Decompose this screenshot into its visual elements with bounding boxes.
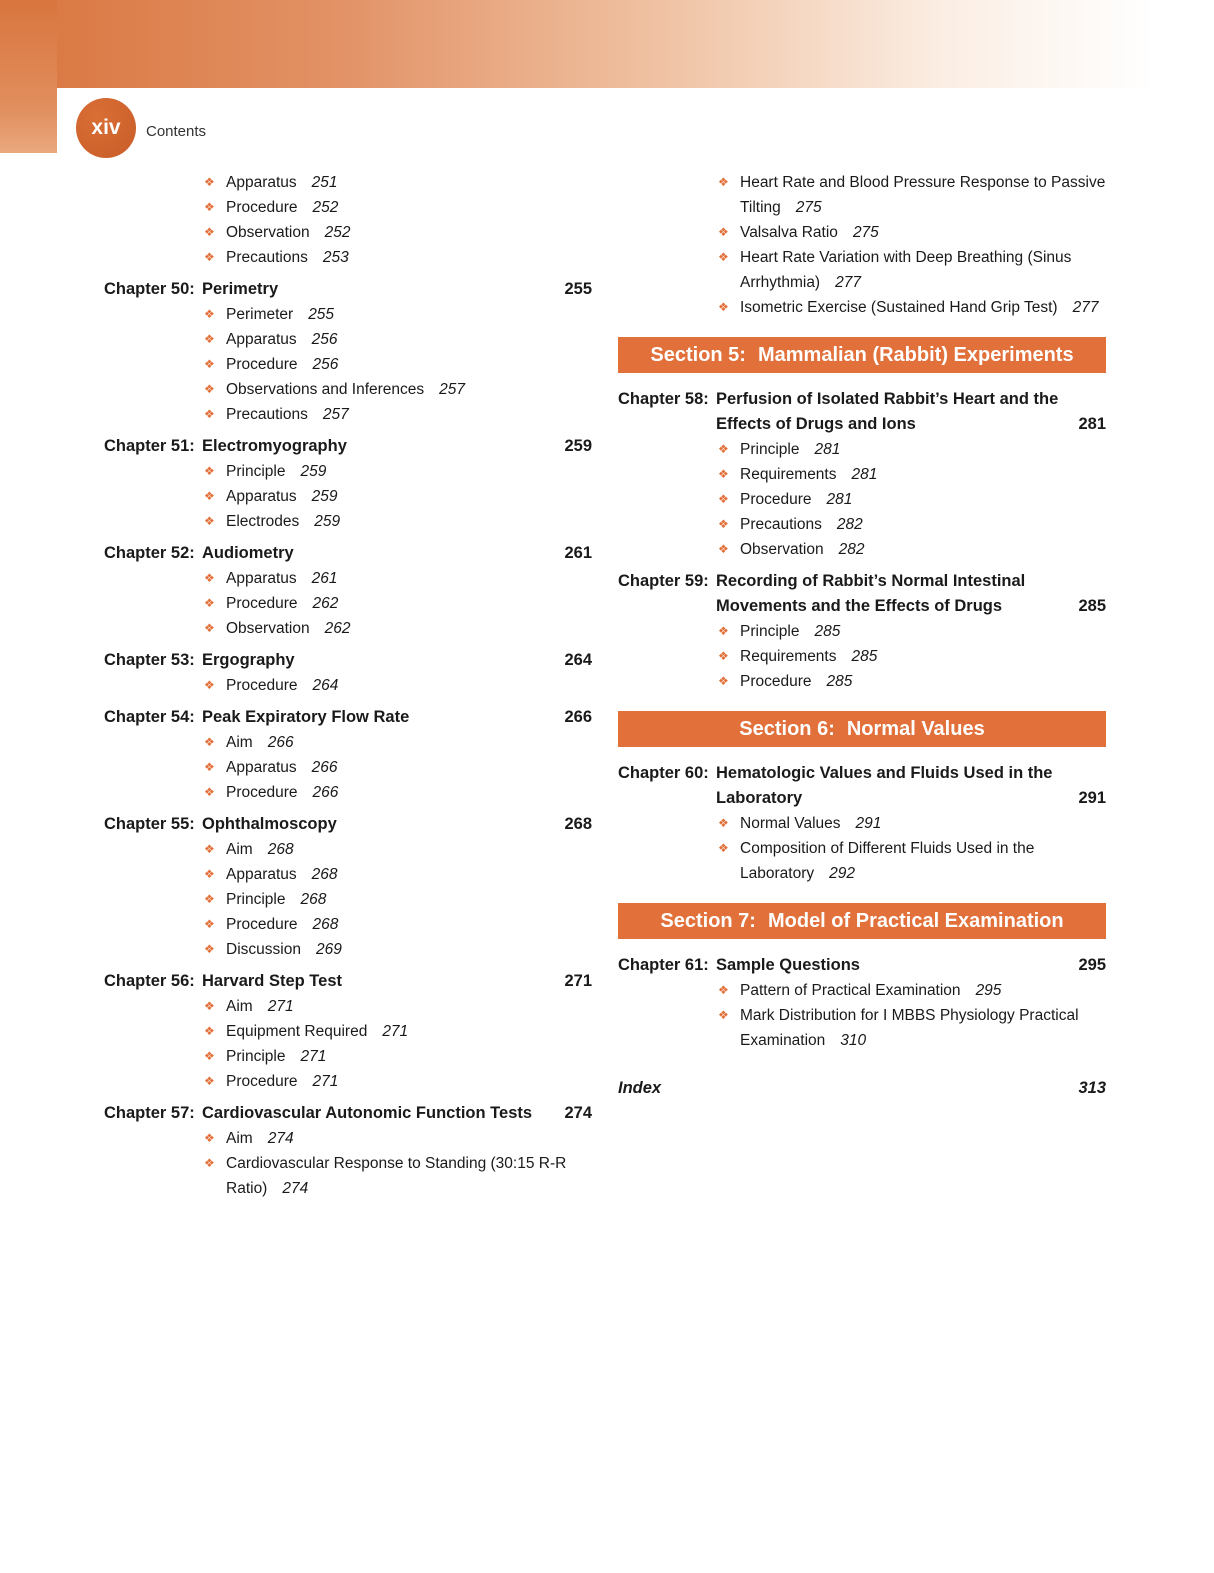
index-row	[618, 1079, 1106, 1098]
subitem-text	[226, 352, 592, 377]
subitem-label: Procedure	[740, 673, 812, 690]
subitem-label: Observation	[226, 620, 310, 637]
subitem-page: 291	[855, 815, 882, 832]
chapter-label: Chapter 55:	[104, 815, 195, 833]
chapter-page: 264	[564, 651, 592, 669]
section-banner	[618, 903, 1106, 939]
subitem-page: 285	[814, 623, 841, 640]
bullet-icon: ❖	[718, 442, 729, 456]
subitem-text	[226, 755, 592, 780]
page-number-label: xiv	[91, 116, 121, 139]
subitem-page: 268	[267, 841, 294, 858]
bullet-icon: ❖	[204, 942, 215, 956]
chapter-label: Chapter 53:	[104, 651, 195, 669]
toc-subitem	[104, 509, 592, 534]
subitem-label: Aim	[226, 998, 253, 1015]
subitem-page: 281	[826, 491, 853, 508]
subitem-label: Heart Rate and Blood Pressure Response to Passive Tilting	[740, 174, 1106, 216]
bullet-icon: ❖	[204, 678, 215, 692]
bullet-icon: ❖	[204, 917, 215, 931]
subitem-text	[226, 402, 592, 427]
section-title: Model of Practical Examination	[767, 910, 1064, 932]
toc-chapter	[104, 969, 592, 994]
subitem-page: 262	[324, 620, 351, 637]
subitem-text	[740, 437, 1106, 462]
subitem-label: Electrodes	[226, 513, 300, 530]
bullet-icon: ❖	[204, 1024, 215, 1038]
subitem-text	[226, 302, 592, 327]
toc-subitem	[104, 887, 592, 912]
subitem-text	[226, 220, 592, 245]
section-label: Section 6:	[739, 718, 835, 740]
subitem-text	[226, 459, 592, 484]
subitem-label: Normal Values	[740, 815, 841, 832]
toc-subitem	[104, 1151, 592, 1201]
bullet-icon: ❖	[204, 621, 215, 635]
subitem-label: Procedure	[226, 916, 298, 933]
toc-subitem	[104, 566, 592, 591]
subitem-page: 277	[835, 274, 861, 291]
bullet-icon: ❖	[718, 674, 729, 688]
bullet-icon: ❖	[718, 983, 729, 997]
bullet-icon: ❖	[204, 1049, 215, 1063]
subitem-text	[740, 644, 1106, 669]
subitem-text	[226, 484, 592, 509]
chapter-title: Perfusion of Isolated Rabbit’s Heart and the Effects of Drugs and Ions	[716, 390, 1059, 433]
subitem-page: 274	[267, 1130, 294, 1147]
subitem-text	[226, 837, 592, 862]
bullet-icon: ❖	[718, 492, 729, 506]
bullet-icon: ❖	[204, 407, 215, 421]
toc-chapter	[618, 761, 1106, 811]
toc-chapter	[104, 434, 592, 459]
subitem-label: Valsalva Ratio	[740, 224, 838, 241]
bullet-icon: ❖	[718, 1008, 729, 1022]
subitem-page: 271	[312, 1073, 339, 1090]
subitem-page: 310	[840, 1032, 867, 1049]
bullet-icon: ❖	[204, 464, 215, 478]
toc-subitem	[618, 537, 1106, 562]
toc-subitem	[618, 669, 1106, 694]
toc-subitem	[618, 220, 1106, 245]
subitem-label: Procedure	[740, 491, 812, 508]
subitem-text	[226, 730, 592, 755]
subitem-page: 292	[829, 865, 855, 882]
subitem-page: 266	[312, 784, 339, 801]
bullet-icon: ❖	[204, 332, 215, 346]
toc-subitem	[618, 437, 1106, 462]
section-title: Normal Values	[846, 718, 985, 740]
subitem-text	[226, 1019, 592, 1044]
subitem-text	[226, 566, 592, 591]
toc-subitem	[618, 836, 1106, 886]
chapter-label: Chapter 50:	[104, 280, 195, 298]
toc-subitem	[104, 245, 592, 270]
chapter-label: Chapter 58:	[618, 390, 709, 408]
subitem-page: 252	[324, 224, 351, 241]
subitem-label: Principle	[740, 441, 800, 458]
toc-chapter	[104, 541, 592, 566]
toc-chapter	[104, 1101, 592, 1126]
subitem-text	[226, 616, 592, 641]
chapter-title: Sample Questions	[716, 956, 860, 974]
chapter-title: Audiometry	[202, 544, 294, 562]
subitem-label: Observation	[226, 224, 310, 241]
chapter-title: Ophthalmoscopy	[202, 815, 337, 833]
index-page: 313	[1078, 1079, 1106, 1097]
subitem-page: 282	[838, 541, 865, 558]
subitem-text	[226, 1044, 592, 1069]
chapter-label: Chapter 52:	[104, 544, 195, 562]
subitem-label: Requirements	[740, 466, 837, 483]
subitem-text	[226, 591, 592, 616]
subitem-page: 281	[851, 466, 878, 483]
subitem-page: 264	[312, 677, 339, 694]
subitem-page: 266	[267, 734, 294, 751]
subitem-label: Observation	[740, 541, 824, 558]
toc-subitem	[104, 377, 592, 402]
toc-subitem	[618, 170, 1106, 220]
toc-subitem	[618, 1003, 1106, 1053]
chapter-page: 281	[1078, 415, 1106, 433]
subitem-text	[740, 245, 1106, 295]
chapter-title: Perimetry	[202, 280, 279, 298]
subitem-text	[226, 780, 592, 805]
subitem-label: Apparatus	[226, 866, 297, 883]
subitem-text	[740, 220, 1106, 245]
toc-chapter	[104, 277, 592, 302]
toc-subitem	[104, 1069, 592, 1094]
subitem-label: Observations and Inferences	[226, 381, 425, 398]
chapter-page: 274	[564, 1104, 592, 1122]
bullet-icon: ❖	[718, 467, 729, 481]
toc-subitem	[104, 730, 592, 755]
subitem-label: Precautions	[226, 406, 308, 423]
subitem-label: Apparatus	[226, 759, 297, 776]
subitem-label: Composition of Different Fluids Used in the Laboratory	[740, 840, 1035, 882]
chapter-label: Chapter 56:	[104, 972, 195, 990]
subitem-text	[226, 195, 592, 220]
subitem-label: Principle	[226, 1048, 286, 1065]
subitem-page: 295	[975, 982, 1002, 999]
subitem-label: Aim	[226, 734, 253, 751]
chapter-label: Chapter 59:	[618, 572, 709, 590]
subitem-label: Apparatus	[226, 570, 297, 587]
bullet-icon: ❖	[204, 571, 215, 585]
subitem-text	[226, 377, 592, 402]
subitem-text	[226, 994, 592, 1019]
subitem-text	[226, 862, 592, 887]
subitem-text	[226, 1069, 592, 1094]
toc-subitem	[618, 295, 1106, 320]
index-label: Index	[618, 1079, 662, 1097]
subitem-page: 282	[836, 516, 863, 533]
subitem-label: Procedure	[226, 1073, 298, 1090]
bullet-icon: ❖	[204, 514, 215, 528]
subitem-page: 255	[308, 306, 335, 323]
bullet-icon: ❖	[718, 250, 729, 264]
toc-subitem	[104, 616, 592, 641]
toc-column-right	[618, 170, 1106, 1098]
bullet-icon: ❖	[718, 225, 729, 239]
toc-subitem	[104, 195, 592, 220]
subitem-text	[226, 937, 592, 962]
subitem-label: Heart Rate Variation with Deep Breathing (Sinus Arrhythmia)	[740, 249, 1072, 291]
subitem-page: 257	[322, 406, 349, 423]
subitem-text	[226, 1126, 592, 1151]
toc-subitem	[104, 170, 592, 195]
subitem-page: 271	[267, 998, 294, 1015]
chapter-title: Ergography	[202, 651, 295, 669]
chapter-page: 291	[1078, 789, 1106, 807]
bullet-icon: ❖	[204, 892, 215, 906]
subitem-page: 285	[851, 648, 878, 665]
subitem-label: Isometric Exercise (Sustained Hand Grip Test)	[740, 299, 1058, 316]
subitem-page: 257	[439, 381, 466, 398]
toc-subitem	[104, 327, 592, 352]
toc-chapter	[618, 387, 1106, 437]
subitem-page: 271	[300, 1048, 327, 1065]
subitem-page: 256	[311, 331, 338, 348]
subitem-label: Apparatus	[226, 331, 297, 348]
toc-subitem	[104, 780, 592, 805]
toc-subitem	[618, 978, 1106, 1003]
toc-chapter	[104, 648, 592, 673]
chapter-page: 295	[1078, 956, 1106, 974]
subitem-page: 275	[852, 224, 879, 241]
toc-subitem	[618, 619, 1106, 644]
subitem-page: 266	[311, 759, 338, 776]
subitem-page: 277	[1072, 299, 1099, 316]
chapter-title: Electromyography	[202, 437, 347, 455]
chapter-label: Chapter 54:	[104, 708, 195, 726]
bullet-icon: ❖	[204, 735, 215, 749]
toc-subitem	[104, 837, 592, 862]
toc-subitem	[104, 352, 592, 377]
bullet-icon: ❖	[204, 200, 215, 214]
bullet-icon: ❖	[204, 596, 215, 610]
subitem-page: 262	[312, 595, 339, 612]
section-banner	[618, 711, 1106, 747]
subitem-page: 268	[312, 916, 339, 933]
page-title: Contents	[146, 123, 207, 140]
subitem-text	[740, 1003, 1106, 1053]
toc-subitem	[104, 1044, 592, 1069]
subitem-text	[740, 669, 1106, 694]
chapter-label: Chapter 57:	[104, 1104, 195, 1122]
bullet-icon: ❖	[718, 517, 729, 531]
subitem-label: Procedure	[226, 199, 298, 216]
toc-subitem	[104, 1019, 592, 1044]
bullet-icon: ❖	[204, 760, 215, 774]
chapter-title: Peak Expiratory Flow Rate	[202, 708, 410, 726]
subitem-text	[226, 673, 592, 698]
chapter-title: Hematologic Values and Fluids Used in the Laboratory	[716, 764, 1053, 807]
subitem-page: 251	[311, 174, 338, 191]
bullet-icon: ❖	[204, 999, 215, 1013]
toc-subitem	[104, 484, 592, 509]
bullet-icon: ❖	[204, 867, 215, 881]
subitem-text	[226, 170, 592, 195]
subitem-label: Equipment Required	[226, 1023, 368, 1040]
subitem-label: Precautions	[740, 516, 822, 533]
bullet-icon: ❖	[204, 382, 215, 396]
subitem-page: 259	[311, 488, 338, 505]
subitem-label: Aim	[226, 841, 253, 858]
page-number-badge	[76, 98, 136, 158]
subitem-page: 275	[795, 199, 822, 216]
toc-chapter	[104, 812, 592, 837]
section-label: Section 7:	[660, 910, 756, 932]
toc-subitem	[104, 220, 592, 245]
toc-subitem	[104, 994, 592, 1019]
subitem-label: Perimeter	[226, 306, 294, 323]
subitem-text	[740, 462, 1106, 487]
chapter-page: 271	[564, 972, 592, 990]
subitem-label: Mark Distribution for I MBBS Physiology Practical Examination	[740, 1007, 1079, 1049]
bullet-icon: ❖	[204, 1131, 215, 1145]
subitem-label: Apparatus	[226, 488, 297, 505]
subitem-label: Aim	[226, 1130, 253, 1147]
subitem-text	[740, 512, 1106, 537]
toc-chapter	[104, 705, 592, 730]
subitem-label: Requirements	[740, 648, 837, 665]
subitem-label: Procedure	[226, 784, 298, 801]
subitem-text	[740, 170, 1106, 220]
bullet-icon: ❖	[718, 649, 729, 663]
subitem-page: 256	[312, 356, 339, 373]
chapter-page: 285	[1078, 597, 1106, 615]
subitem-page: 259	[314, 513, 341, 530]
subitem-text	[226, 1151, 592, 1201]
chapter-title: Cardiovascular Autonomic Function Tests	[202, 1104, 533, 1122]
toc-chapter	[618, 569, 1106, 619]
bullet-icon: ❖	[204, 1074, 215, 1088]
bullet-icon: ❖	[718, 841, 729, 855]
subitem-page: 281	[814, 441, 841, 458]
toc-subitem	[104, 591, 592, 616]
subitem-text	[740, 811, 1106, 836]
bullet-icon: ❖	[718, 175, 729, 189]
subitem-page: 274	[282, 1180, 309, 1197]
subitem-label: Precautions	[226, 249, 308, 266]
subitem-page: 271	[382, 1023, 409, 1040]
toc-subitem	[618, 512, 1106, 537]
chapter-page: 266	[564, 708, 592, 726]
subitem-page: 261	[311, 570, 338, 587]
subitem-page: 268	[300, 891, 327, 908]
bullet-icon: ❖	[204, 842, 215, 856]
subitem-text	[740, 978, 1106, 1003]
subitem-page: 269	[315, 941, 342, 958]
bullet-icon: ❖	[204, 175, 215, 189]
toc-subitem	[104, 402, 592, 427]
chapter-page: 268	[564, 815, 592, 833]
subitem-text	[740, 836, 1106, 886]
subitem-text	[226, 245, 592, 270]
subitem-text	[740, 537, 1106, 562]
bullet-icon: ❖	[204, 357, 215, 371]
section-title: Mammalian (Rabbit) Experiments	[757, 344, 1074, 366]
subitem-page: 252	[312, 199, 339, 216]
chapter-title: Recording of Rabbit’s Normal Intestinal Movements and the Effects of Drugs	[716, 572, 1026, 615]
toc-subitem	[618, 811, 1106, 836]
subitem-label: Principle	[226, 891, 286, 908]
toc-subitem	[104, 912, 592, 937]
toc-subitem	[618, 245, 1106, 295]
subitem-page: 268	[311, 866, 338, 883]
subitem-label: Procedure	[226, 595, 298, 612]
bullet-icon: ❖	[204, 785, 215, 799]
subitem-label: Procedure	[226, 677, 298, 694]
chapter-page: 255	[564, 280, 592, 298]
subitem-page: 259	[300, 463, 327, 480]
toc-chapter	[618, 953, 1106, 978]
bullet-icon: ❖	[718, 542, 729, 556]
subitem-label: Discussion	[226, 941, 301, 958]
chapter-page: 261	[564, 544, 592, 562]
subitem-label: Apparatus	[226, 174, 297, 191]
toc-subitem	[104, 673, 592, 698]
subitem-page: 285	[826, 673, 853, 690]
toc-subitem	[104, 862, 592, 887]
top-gradient-band	[0, 0, 1214, 88]
subitem-text	[226, 912, 592, 937]
chapter-title: Harvard Step Test	[202, 972, 342, 990]
toc-subitem	[618, 487, 1106, 512]
toc-subitem	[104, 459, 592, 484]
bullet-icon: ❖	[204, 1156, 215, 1170]
subitem-label: Principle	[226, 463, 286, 480]
bullet-icon: ❖	[204, 225, 215, 239]
subitem-text	[226, 327, 592, 352]
toc-content	[104, 170, 1106, 1201]
bullet-icon: ❖	[204, 307, 215, 321]
toc-subitem	[104, 302, 592, 327]
chapter-label: Chapter 60:	[618, 764, 709, 782]
subitem-text	[740, 487, 1106, 512]
subitem-text	[226, 509, 592, 534]
subitem-label: Principle	[740, 623, 800, 640]
chapter-label: Chapter 51:	[104, 437, 195, 455]
section-label: Section 5:	[650, 344, 746, 366]
bullet-icon: ❖	[718, 624, 729, 638]
subitem-page: 253	[322, 249, 349, 266]
chapter-label: Chapter 61:	[618, 956, 709, 974]
toc-column-left	[104, 170, 592, 1201]
section-banner	[618, 337, 1106, 373]
bullet-icon: ❖	[718, 300, 729, 314]
subitem-text	[226, 887, 592, 912]
toc-subitem	[618, 462, 1106, 487]
toc-subitem	[104, 1126, 592, 1151]
bullet-icon: ❖	[718, 816, 729, 830]
subitem-label: Cardiovascular Response to Standing (30:15 R-R Ratio)	[226, 1155, 567, 1197]
bullet-icon: ❖	[204, 250, 215, 264]
toc-subitem	[104, 937, 592, 962]
bullet-icon: ❖	[204, 489, 215, 503]
subitem-text	[740, 295, 1106, 320]
subitem-label: Pattern of Practical Examination	[740, 982, 961, 999]
subitem-label: Procedure	[226, 356, 298, 373]
toc-subitem	[104, 755, 592, 780]
subitem-text	[740, 619, 1106, 644]
chapter-page: 259	[564, 437, 592, 455]
toc-subitem	[618, 644, 1106, 669]
